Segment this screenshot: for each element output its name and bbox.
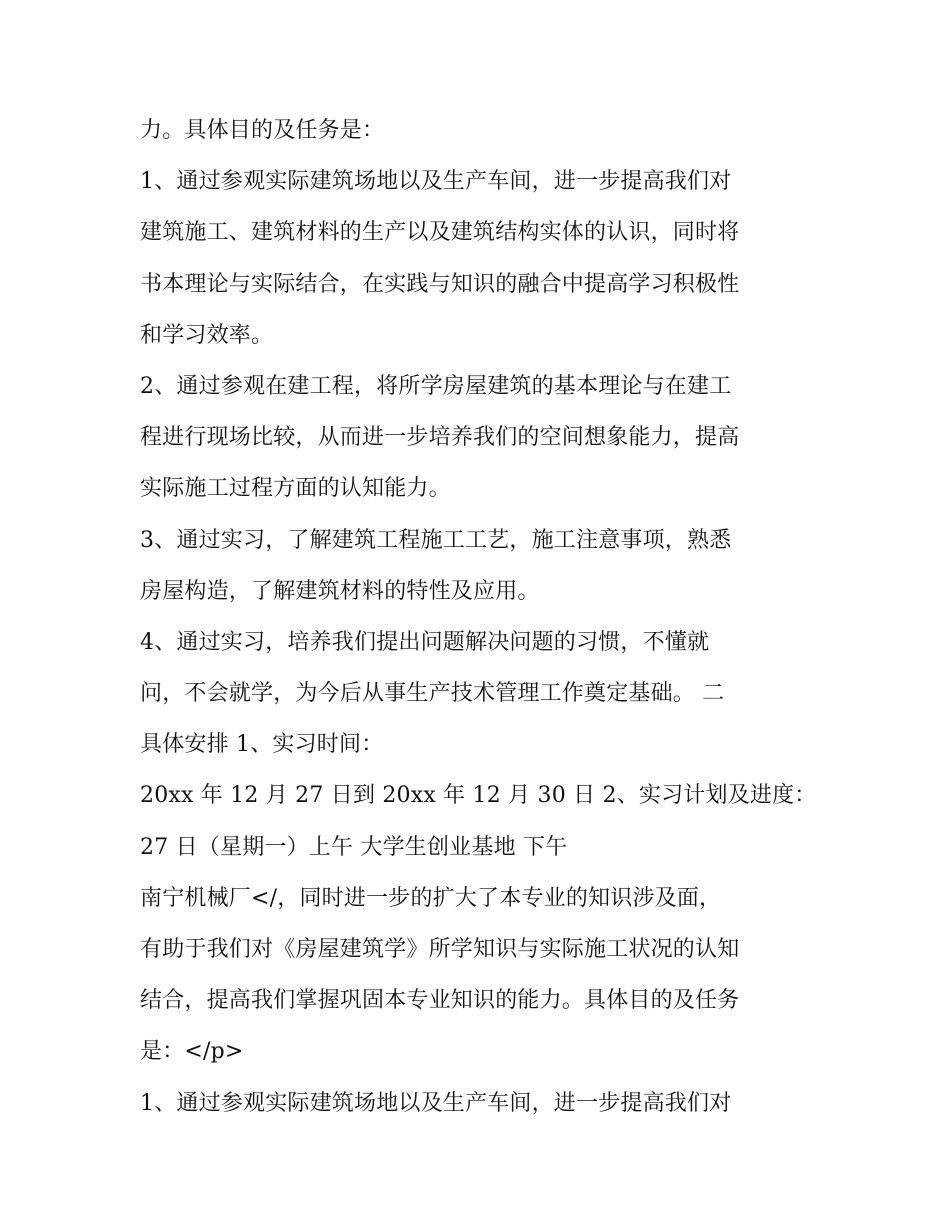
text-line: 程进行现场比较，从而进一步培养我们的空间想象能力，提高 <box>140 425 740 451</box>
text-line: 20xx 年 12 月 27 日到 20xx 年 12 月 30 日 2、实习计划及进度： <box>140 783 817 809</box>
text-line: 2、通过参观在建工程，将所学房屋建筑的基本理论与在建工 <box>140 373 732 399</box>
document-body <box>140 109 830 1133</box>
text-line: 3、通过实习，了解建筑工程施工工艺，施工注意事项，熟悉 <box>140 527 732 553</box>
text-line: 实际施工过程方面的认知能力。 <box>140 476 451 502</box>
text-line: 南宁机械厂</，同时进一步的扩大了本专业的知识涉及面， <box>140 885 722 911</box>
text-line: 问，不会就学，为今后从事生产技术管理工作奠定基础。 二 <box>140 681 725 707</box>
text-line: 书本理论与实际结合，在实践与知识的融合中提高学习积极性 <box>140 271 740 297</box>
text-line: 4、通过实习，培养我们提出问题解决问题的习惯，不懂就 <box>140 629 710 655</box>
text-line: 具体安排 1、实习时间： <box>140 732 384 758</box>
text-line: 是：</p> <box>140 1039 244 1065</box>
text-line: 27 日（星期一）上午 大学生创业基地 下午 <box>140 834 568 860</box>
text-line: 1、通过参观实际建筑场地以及生产车间，进一步提高我们对 <box>140 169 732 195</box>
text-line: 和学习效率。 <box>140 322 274 348</box>
text-line: 1、通过参观实际建筑场地以及生产车间，进一步提高我们对 <box>140 1090 732 1116</box>
text-line: 房屋构造，了解建筑材料的特性及应用。 <box>140 578 540 604</box>
text-line: 力。具体目的及任务是： <box>140 118 385 143</box>
text-line: 结合，提高我们掌握巩固本专业知识的能力。具体目的及任务 <box>140 988 740 1014</box>
text-line: 有助于我们对《房屋建筑学》所学知识与实际施工状况的认知 <box>140 937 740 962</box>
text-line: 建筑施工、建筑材料的生产以及建筑结构实体的认识，同时将 <box>140 220 740 246</box>
